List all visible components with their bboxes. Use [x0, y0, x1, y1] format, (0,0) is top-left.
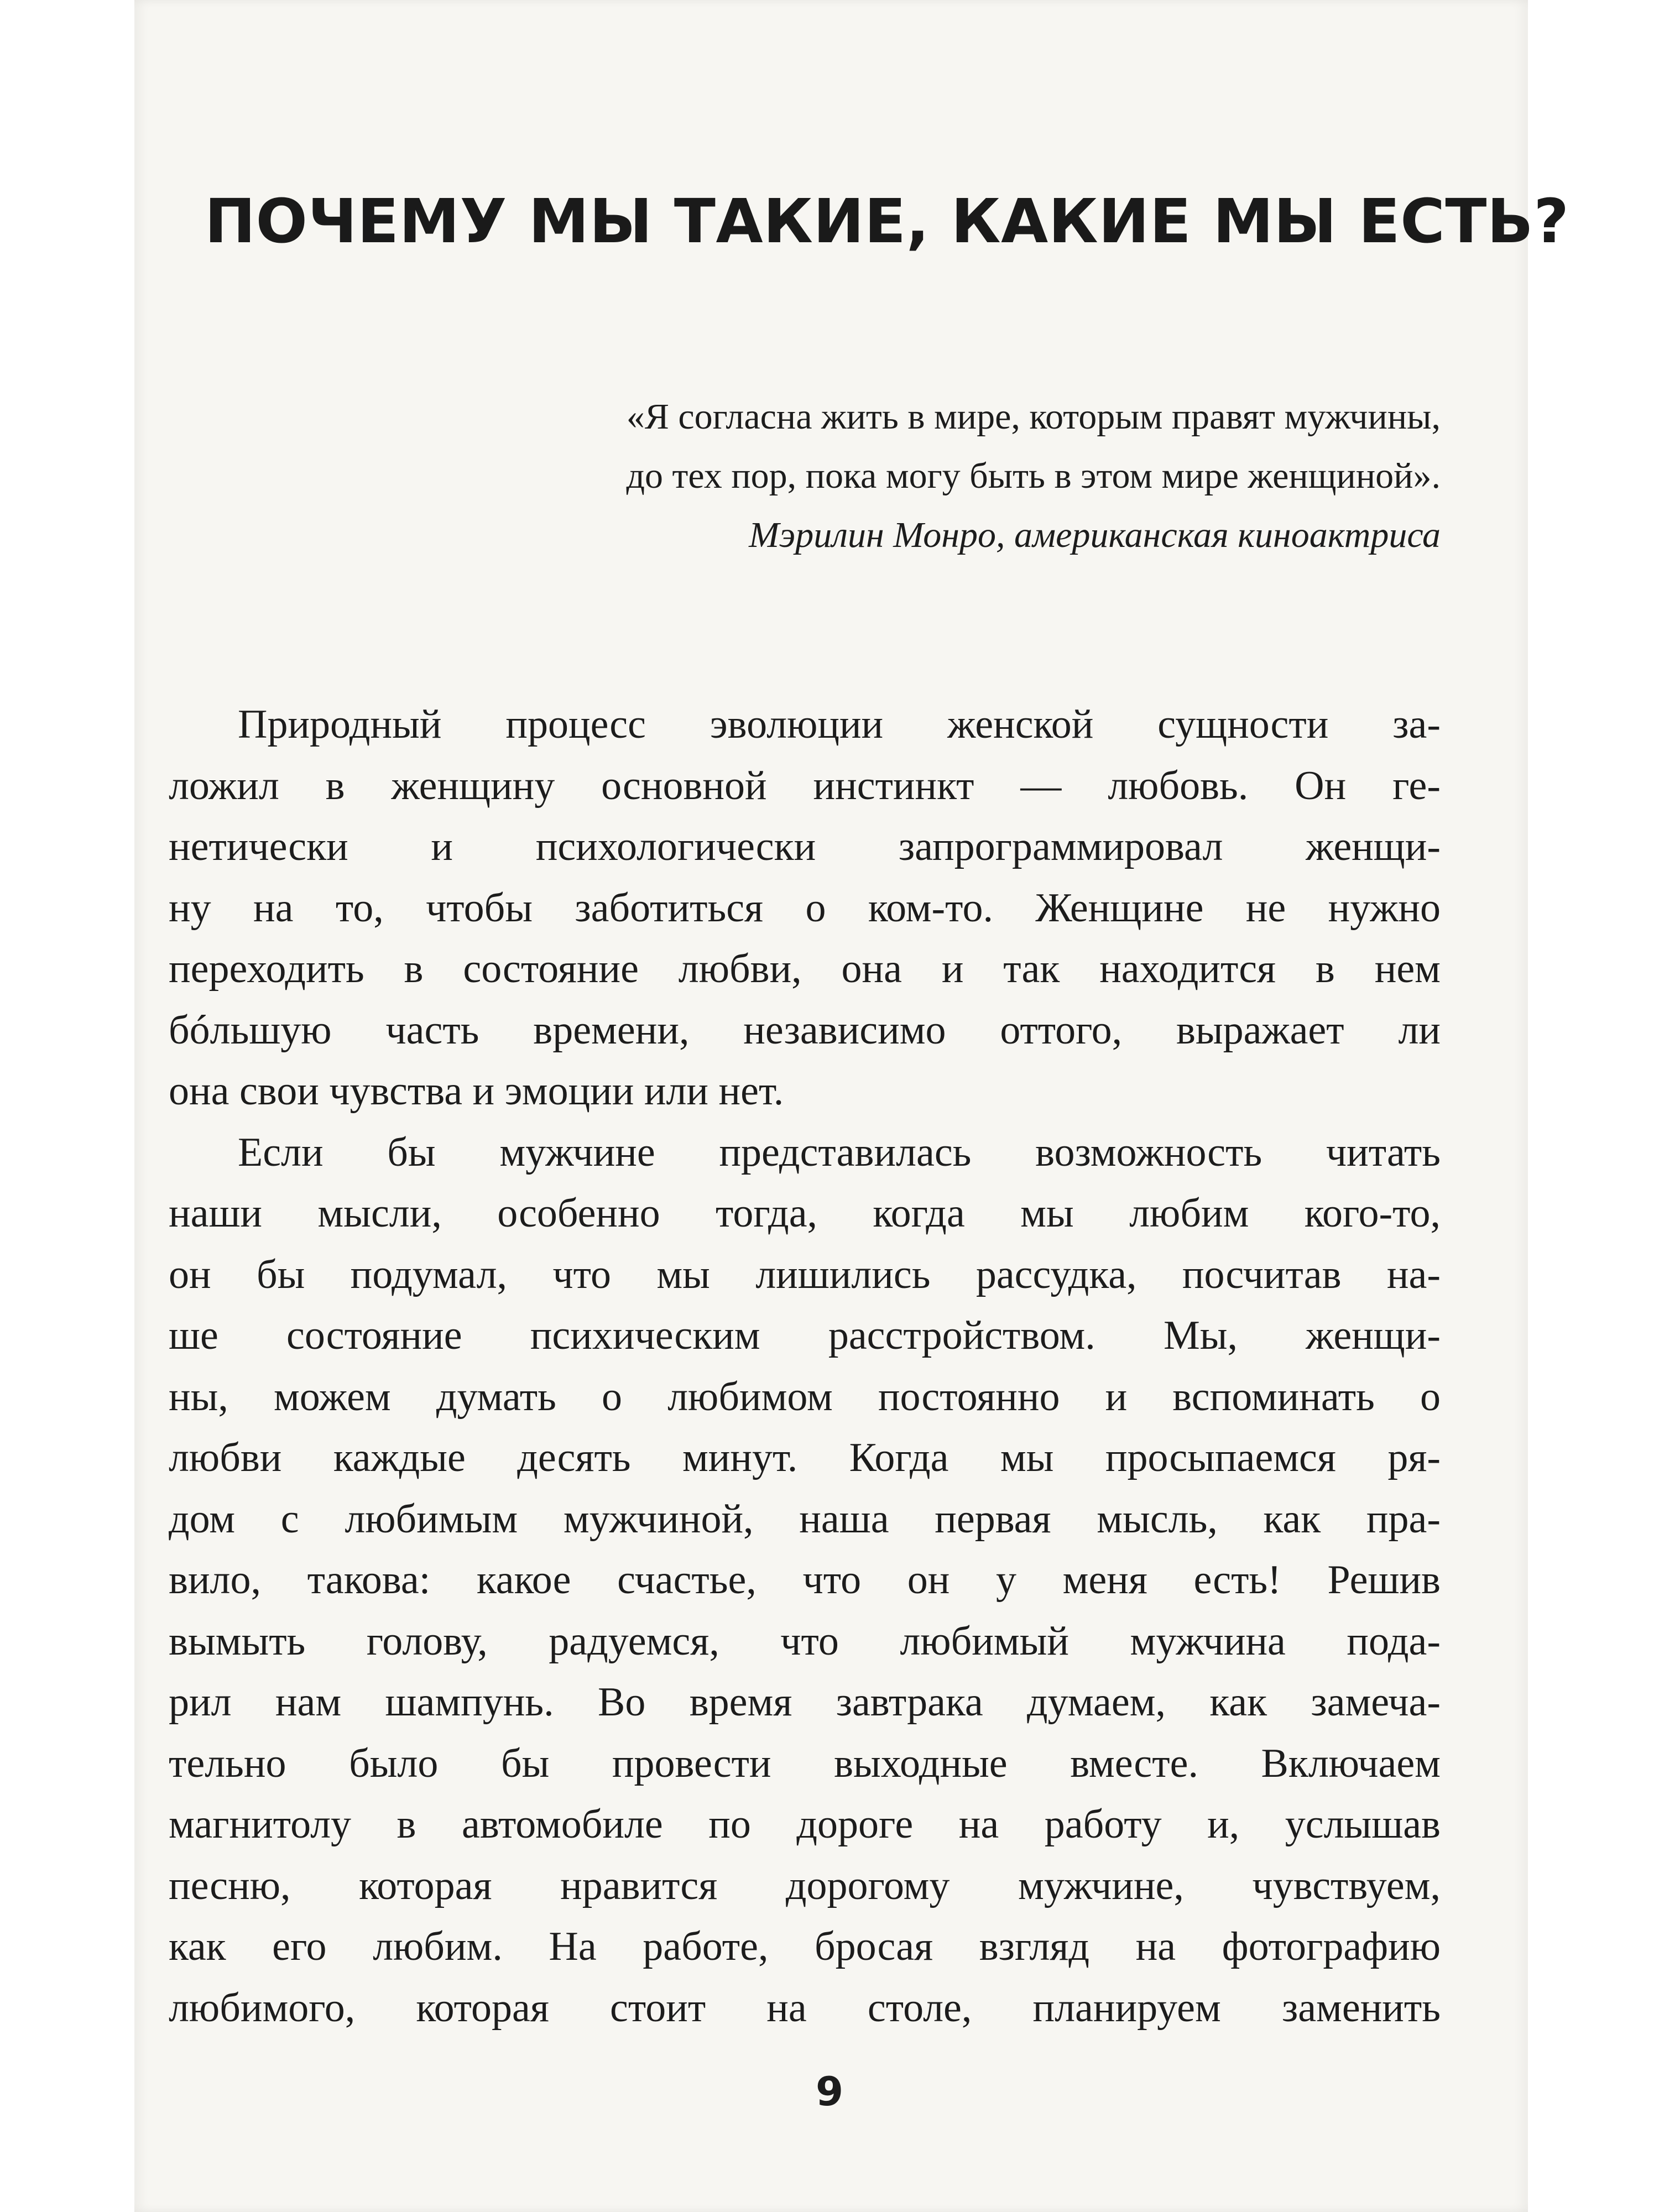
- text-line: песню, которая нравится дорогому мужчине, чувствуем,: [169, 1863, 1441, 1908]
- text-line: ны, можем думать о любимом постоянно и вспоминать о: [169, 1374, 1441, 1420]
- text-line: тельно было бы провести выходные вместе. Включаем: [169, 1740, 1441, 1786]
- text-line: наши мысли, особенно тогда, когда мы любим кого-то,: [169, 1191, 1441, 1236]
- text-line: как его любим. На работе, бросая взгляд на фотографию: [169, 1924, 1441, 1969]
- text-line: он бы подумал, что мы лишились рассудка, посчитав на-: [169, 1251, 1441, 1297]
- text-line: ну на то, чтобы заботиться о ком-то. Женщине не нужно: [169, 885, 1441, 931]
- page-number: 9: [815, 2068, 844, 2115]
- text-line: бóльшую часть времени, независимо оттого, выражает ли: [169, 1007, 1441, 1053]
- text-line: Природный процесс эволюции женской сущности за-: [238, 702, 1441, 747]
- text-line: переходить в состояние любви, она и так находится в нем: [169, 946, 1441, 992]
- text-line: ложил в женщину основной инстинкт — любовь. Он ге-: [169, 763, 1441, 808]
- chapter-heading: ПОЧЕМУ МЫ ТАКИЕ, КАКИЕ МЫ ЕСТЬ?: [205, 186, 1569, 257]
- text-line: любимого, которая стоит на столе, планируем заменить: [169, 1985, 1441, 2031]
- text-line: дом с любимым мужчиной, наша первая мысль, как пра-: [169, 1496, 1441, 1542]
- text-line: вило, такова: какое счастье, что он у меня есть! Решив: [169, 1557, 1441, 1603]
- text-line: Если бы мужчине представилась возможность читать: [238, 1129, 1441, 1175]
- text-line: магнитолу в автомобиле по дороге на работу и, услышав: [169, 1802, 1441, 1847]
- text-line: любви каждые десять минут. Когда мы просыпаемся ря-: [169, 1435, 1441, 1480]
- epigraph-line: «Я согласна жить в мире, которым правят мужчины,: [626, 397, 1441, 437]
- text-line: ше состояние психическим расстройством. Мы, женщи-: [169, 1313, 1441, 1358]
- text-line: вымыть голову, радуемся, что любимый мужчина пода-: [169, 1618, 1441, 1664]
- epigraph-line: до тех пор, пока могу быть в этом мире женщиной».: [626, 456, 1441, 496]
- epigraph: [279, 387, 1441, 565]
- epigraph-author: Мэрилин Монро, американская киноактриса: [749, 515, 1441, 555]
- text-line: нетически и психологически запрограммировал женщи-: [169, 824, 1441, 869]
- text-line: рил нам шампунь. Во время завтрака думаем, как замеча-: [169, 1679, 1441, 1725]
- body-text: [169, 694, 1441, 2038]
- text-line: она свои чувства и эмоции или нет.: [169, 1068, 784, 1114]
